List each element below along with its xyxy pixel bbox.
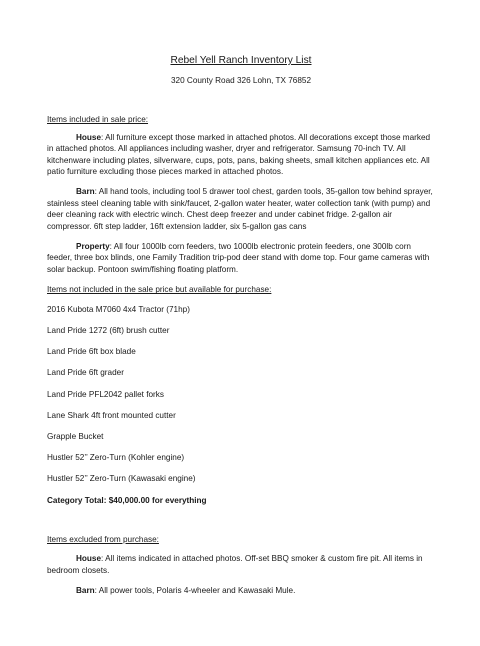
excluded-house-paragraph [47, 553, 435, 576]
included-property-paragraph [47, 241, 435, 275]
list-item: Land Pride 6ft grader [47, 368, 124, 378]
included-house-text: : All furniture except those marked in attached photos. All decorations except those marked in attached photos. All appliances including washer, dryer and refrigerator. Samsung 70-inch TV. All kitchenware including plates, silverware, cups, pots, pans, baking sheets, small kitchen appliances etc. All patio furniture excluding those pieces marked in attached photos. [47, 132, 431, 177]
list-item: Land Pride 1272 (6ft) brush cutter [47, 325, 170, 335]
property-address: 320 County Road 326 Lohn, TX 76852 [170, 76, 312, 85]
category-total: Category Total: $40,000.00 for everything [47, 495, 207, 505]
excluded-heading: Items excluded from purchase: [47, 534, 159, 544]
excluded-barn-label: Barn [76, 586, 95, 596]
document-title: Rebel Yell Ranch Inventory List [170, 55, 312, 66]
list-item: Land Pride PFL2042 pallet forks [47, 389, 164, 399]
excluded-house-text: : All items indicated in attached photos. Off-set BBQ smoker & custom fire pit. All items in bedroom closets. [47, 554, 423, 575]
excluded-barn-text: : All power tools, Polaris 4-wheeler and Kawasaki Mule. [94, 586, 296, 596]
available-items-list [47, 304, 435, 485]
included-house-label: House [76, 132, 102, 142]
list-item: Hustler 52’’ Zero-Turn (Kohler engine) [47, 453, 185, 463]
not-included-heading: Items not included in the sale price but available for purchase: [47, 285, 272, 295]
included-barn-label: Barn [76, 187, 95, 197]
list-item: Grapple Bucket [47, 431, 104, 441]
included-barn-paragraph [47, 186, 435, 232]
included-barn-text: : All hand tools, including tool 5 drawer tool chest, garden tools, 35-gallon tow behind sprayer, stainless steel cleaning table with sink/faucet, 2-gallon water heater, water collection tank (with pump) and deer cleaning rack with electric winch. Chest deep freezer and under cabinet fridge. 2-gallon air compressor. 6ft step ladder, 16ft extension ladder, six 5-gallon gas cans [47, 187, 433, 231]
included-heading: Items included in sale price: [47, 115, 149, 125]
list-item: Lane Shark 4ft front mounted cutter [47, 410, 176, 420]
included-house-paragraph [47, 132, 435, 178]
included-property-label: Property [76, 242, 110, 252]
list-item: 2016 Kubota M7060 4x4 Tractor (71hp) [47, 304, 190, 314]
list-item: Hustler 52’’ Zero-Turn (Kawasaki engine) [47, 474, 196, 484]
excluded-house-label: House [76, 554, 102, 564]
list-item: Land Pride 6ft box blade [47, 347, 136, 357]
included-property-text: : All four 1000lb corn feeders, two 1000lb electronic protein feeders, one 300lb corn feeder, three box blinds, one Family Tradition trip-pod deer stand with dome top. Four game cameras with solar backup. Pontoon swim/fishing floating platform. [47, 242, 430, 274]
excluded-barn-paragraph [47, 585, 435, 596]
